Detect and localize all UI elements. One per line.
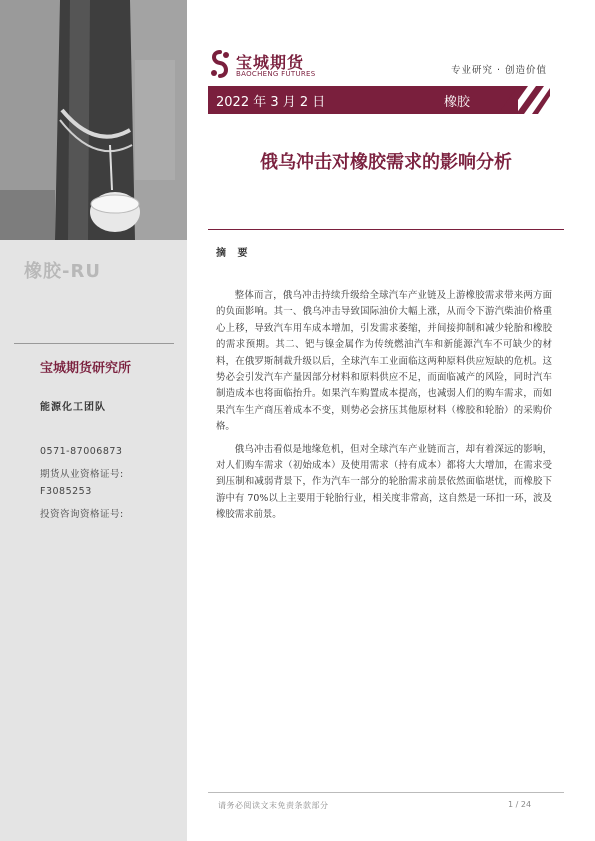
consult-license-label: 投资咨询资格证号:	[40, 509, 124, 520]
slogan: 专业研究 · 创造价值	[450, 65, 547, 76]
footer-divider	[208, 792, 564, 793]
company-logo	[208, 50, 348, 82]
rubber-tree-image	[0, 0, 187, 240]
abstract-body	[216, 288, 552, 530]
abstract-heading: 摘 要	[216, 248, 252, 259]
logo-chinese-name: 宝城期货	[236, 53, 305, 72]
team-name: 能源化工团队	[40, 402, 106, 413]
date-category-bar	[208, 86, 548, 114]
product-code: 橡胶-RU	[24, 261, 101, 282]
sidebar	[0, 0, 187, 841]
institute-name: 宝城期货研究所	[40, 361, 132, 376]
page-number: 1 / 24	[508, 800, 532, 809]
logo-mark-icon	[208, 50, 232, 78]
phone-number: 0571-87006873	[40, 446, 123, 457]
abstract-divider	[208, 229, 564, 230]
footer-disclaimer: 请务必阅读文末免责条款部分	[218, 801, 329, 810]
abstract-paragraph: 整体而言，俄乌冲击持续升级给全球汽车产业链及上游橡胶需求带来两方面的负面影响。其一、俄乌冲击导致国际油价大幅上涨，从而令下游汽柴油价格重心上移，导致汽车用车成本增加，引发需求萎缩，并间接抑制和减少轮胎和橡胶的需求预期。其二、钯与镍金属作为传统燃油汽车和新能源汽车不可缺少的材料，在俄罗斯制裁升级以后，全球汽车工业面临这两种原料供应短缺的危机。这势必会引发汽车产量因部分材料和原料供应不足，而面临减产的风险，同时汽车制造成本也将面临抬升。如果汽车购置成本提高，也减弱人们的购车需求，而如果汽车生产商压着成本不变，则势必会挤压其他原材料（橡胶和轮胎）的采购价格。	[216, 290, 552, 433]
abstract-paragraph: 俄乌冲击看似是地缘危机，但对全球汽车产业链而言，却有着深远的影响，对人们购车需求（初始成本）及使用需求（持有成本）都将大大增加，在需求受到压制和减弱背景下，作为汽车一部分的轮胎需求前景依然面临堪忧，而橡胶下游中有 70%以上主要用于轮胎行业，相关度非常高，这自然是一环扣一环，波及橡胶需求前景。	[216, 443, 552, 521]
cover-photo-rubber-tapping	[0, 0, 187, 240]
license-number: F3085253	[40, 486, 92, 497]
report-category: 橡胶	[444, 95, 471, 110]
sidebar-divider	[14, 343, 174, 344]
stripe-decoration-icon	[498, 86, 550, 114]
report-title: 俄乌冲击对橡胶需求的影响分析	[260, 152, 512, 173]
report-date: 2022 年 3 月 2 日	[216, 95, 326, 110]
logo-english-name: BAOCHENG FUTURES	[236, 70, 316, 78]
license-label: 期货从业资格证号:	[40, 469, 124, 480]
